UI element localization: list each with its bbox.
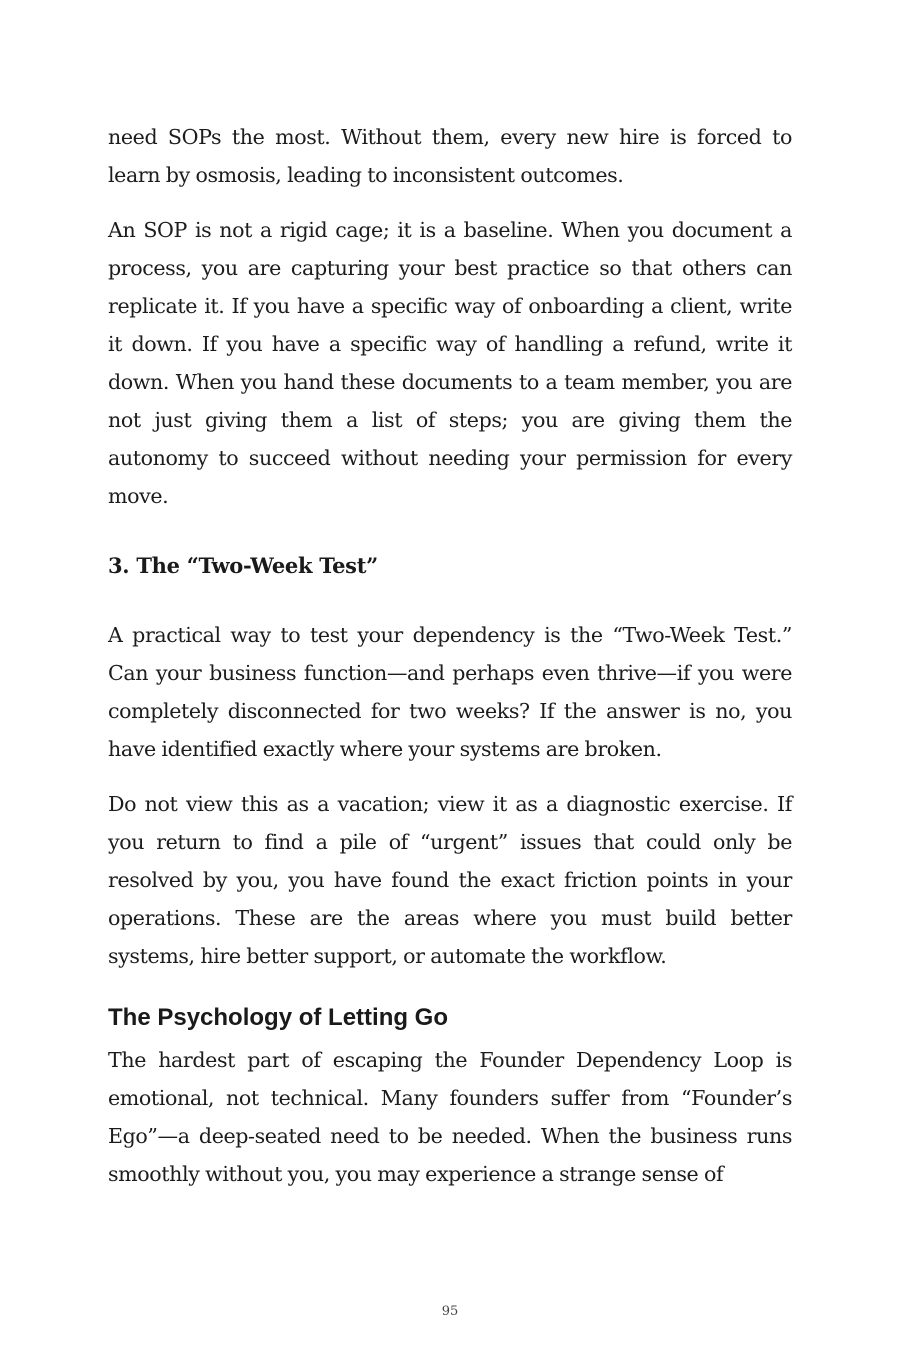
section-heading-psychology: The Psychology of Letting Go — [108, 1004, 449, 1031]
page-number: 95 — [441, 1304, 459, 1319]
paragraph-sops-need: need SOPs the most. Without them, every new hire is forced to learn by osmosis, leading to inconsistent outcomes. — [108, 125, 792, 187]
paragraph-sop-baseline: An SOP is not a rigid cage; it is a baseline. When you document a process, you are capturing your best practice so that others can replicate it. If you have a specific way of onboarding a client, write it down. If you have a specific way of handling a refund, write it down. When you hand these documents to a team member, you are not just giving them a list of steps; you are giving them the autonomy to succeed without needing your permission for every move. — [108, 218, 792, 508]
subheading-two-week-test: 3. The “Two-Week Test” — [108, 553, 378, 578]
paragraph-founder-ego: The hardest part of escaping the Founder Dependency Loop is emotional, not technical. Many founders suffer from “Founder’s Ego”—a deep-seated need to be needed. When the business runs smoothly without you, you may experience a strange sense of — [108, 1048, 792, 1186]
paragraph-diagnostic-exercise: Do not view this as a vacation; view it as a diagnostic exercise. If you return to find a pile of “urgent” issues that could only be resolved by you, you have found the exact friction points in your operations. These are the areas where you must build better systems, hire better support, or automate the workflow. — [108, 792, 792, 968]
page-body — [108, 118, 792, 1210]
paragraph-two-week-test: A practical way to test your dependency is the “Two-Week Test.” Can your business function—and perhaps even thrive—if you were completely disconnected for two weeks? If the answer is no, you have identified exactly where your systems are broken. — [108, 623, 792, 761]
